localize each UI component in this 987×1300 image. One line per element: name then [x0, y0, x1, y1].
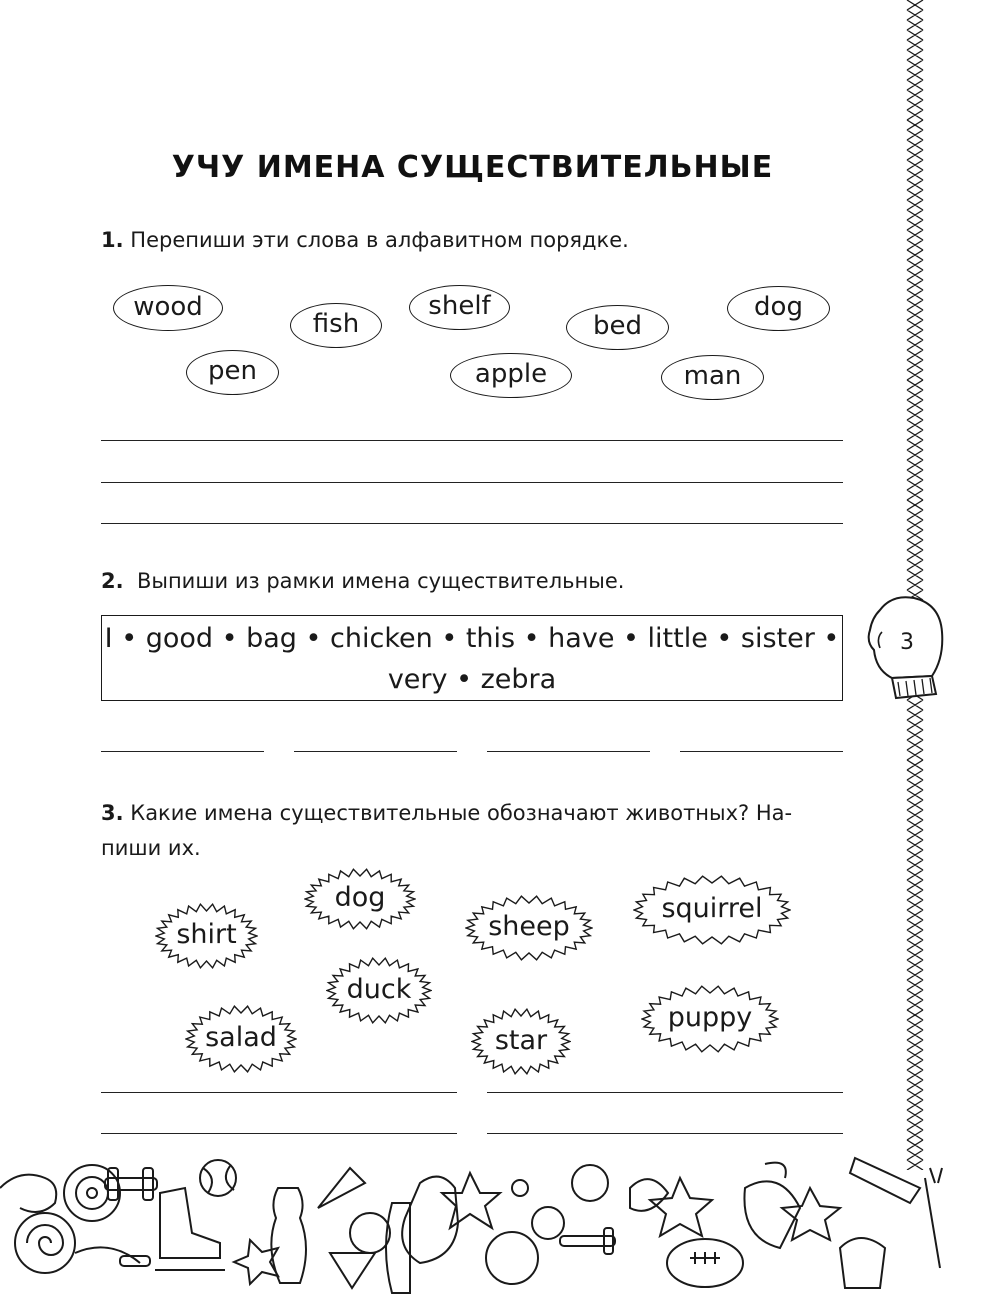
goggles-icon	[630, 1179, 668, 1211]
task3-text-line1: Какие имена существительные обозначают животных? На-	[130, 801, 793, 825]
task1-instruction	[101, 228, 629, 252]
answer-line	[101, 523, 843, 524]
answer-line	[680, 751, 843, 752]
pennant-icon	[318, 1168, 365, 1208]
rosette-medal-icon	[486, 1232, 538, 1284]
spiral-candy-icon	[15, 1213, 75, 1273]
sports-doodles-decoration	[0, 1148, 987, 1300]
task3-text-line2: пиши их.	[101, 836, 201, 860]
frame-line-1: I • good • bag • chicken • this • have • little • sister •	[104, 623, 840, 654]
dumbbell-icon	[560, 1236, 615, 1246]
word-burst-star: star	[471, 1008, 571, 1075]
answer-line	[487, 1133, 843, 1134]
ribbon-icon	[850, 1158, 920, 1203]
word-oval-dog: dog	[727, 286, 830, 331]
medal-icon	[350, 1213, 390, 1253]
word-burst-puppy: puppy	[641, 985, 779, 1053]
word-oval-pen: pen	[186, 350, 279, 395]
star-icon	[650, 1178, 712, 1236]
spiral-icon	[512, 1180, 528, 1196]
word-oval-man: man	[661, 355, 764, 400]
glove-icon	[840, 1238, 885, 1288]
stopwatch-icon	[572, 1165, 608, 1201]
answer-line	[101, 482, 843, 483]
task3-number: 3.	[101, 801, 124, 825]
spiral-icon	[765, 1163, 786, 1178]
ice-skate-icon	[160, 1188, 220, 1258]
word-burst-shirt: shirt	[155, 903, 258, 969]
word-oval-bed: bed	[566, 305, 669, 350]
task2-number: 2.	[101, 569, 124, 593]
answer-line	[101, 440, 843, 441]
star-icon	[442, 1173, 500, 1228]
answer-line	[101, 1092, 457, 1093]
task1-number: 1.	[101, 228, 124, 252]
word-frame	[101, 615, 843, 701]
tennis-ball-icon	[200, 1160, 236, 1196]
word-burst-sheep: sheep	[465, 895, 593, 961]
word-oval-apple: apple	[450, 353, 572, 398]
word-burst-dog: dog	[304, 868, 416, 930]
word-oval-fish: fish	[290, 303, 382, 348]
answer-line	[487, 751, 650, 752]
shuttlecock-icon	[330, 1253, 375, 1288]
yo-yo-icon	[532, 1207, 564, 1239]
task1-text: Перепиши эти слова в алфавитном порядке.	[130, 228, 629, 252]
answer-line	[294, 751, 457, 752]
word-oval-shelf: shelf	[409, 285, 510, 330]
word-burst-salad: salad	[185, 1005, 297, 1073]
frame-line-2: very • zebra	[387, 664, 557, 695]
task3-instruction	[101, 796, 846, 866]
dumbbell-icon	[105, 1178, 157, 1190]
dart-icon	[925, 1168, 942, 1268]
target-icon	[64, 1165, 120, 1221]
mitten-page-badge	[862, 590, 948, 715]
bowling-pin-icon	[271, 1188, 306, 1283]
whistle-icon	[0, 1175, 56, 1212]
answer-line	[487, 1092, 843, 1093]
page-number: 3	[900, 630, 914, 655]
star-icon	[782, 1188, 840, 1240]
page-title: УЧУ ИМЕНА СУЩЕСТВИТЕЛЬНЫЕ	[171, 150, 774, 185]
word-burst-duck: duck	[326, 957, 432, 1024]
answer-line	[101, 1133, 457, 1134]
answer-line	[101, 751, 264, 752]
word-oval-wood: wood	[113, 285, 223, 331]
task2-text: Выпиши из рамки имена существительные.	[136, 569, 625, 593]
word-burst-squirrel: squirrel	[633, 875, 791, 945]
task2-instruction	[101, 569, 624, 593]
